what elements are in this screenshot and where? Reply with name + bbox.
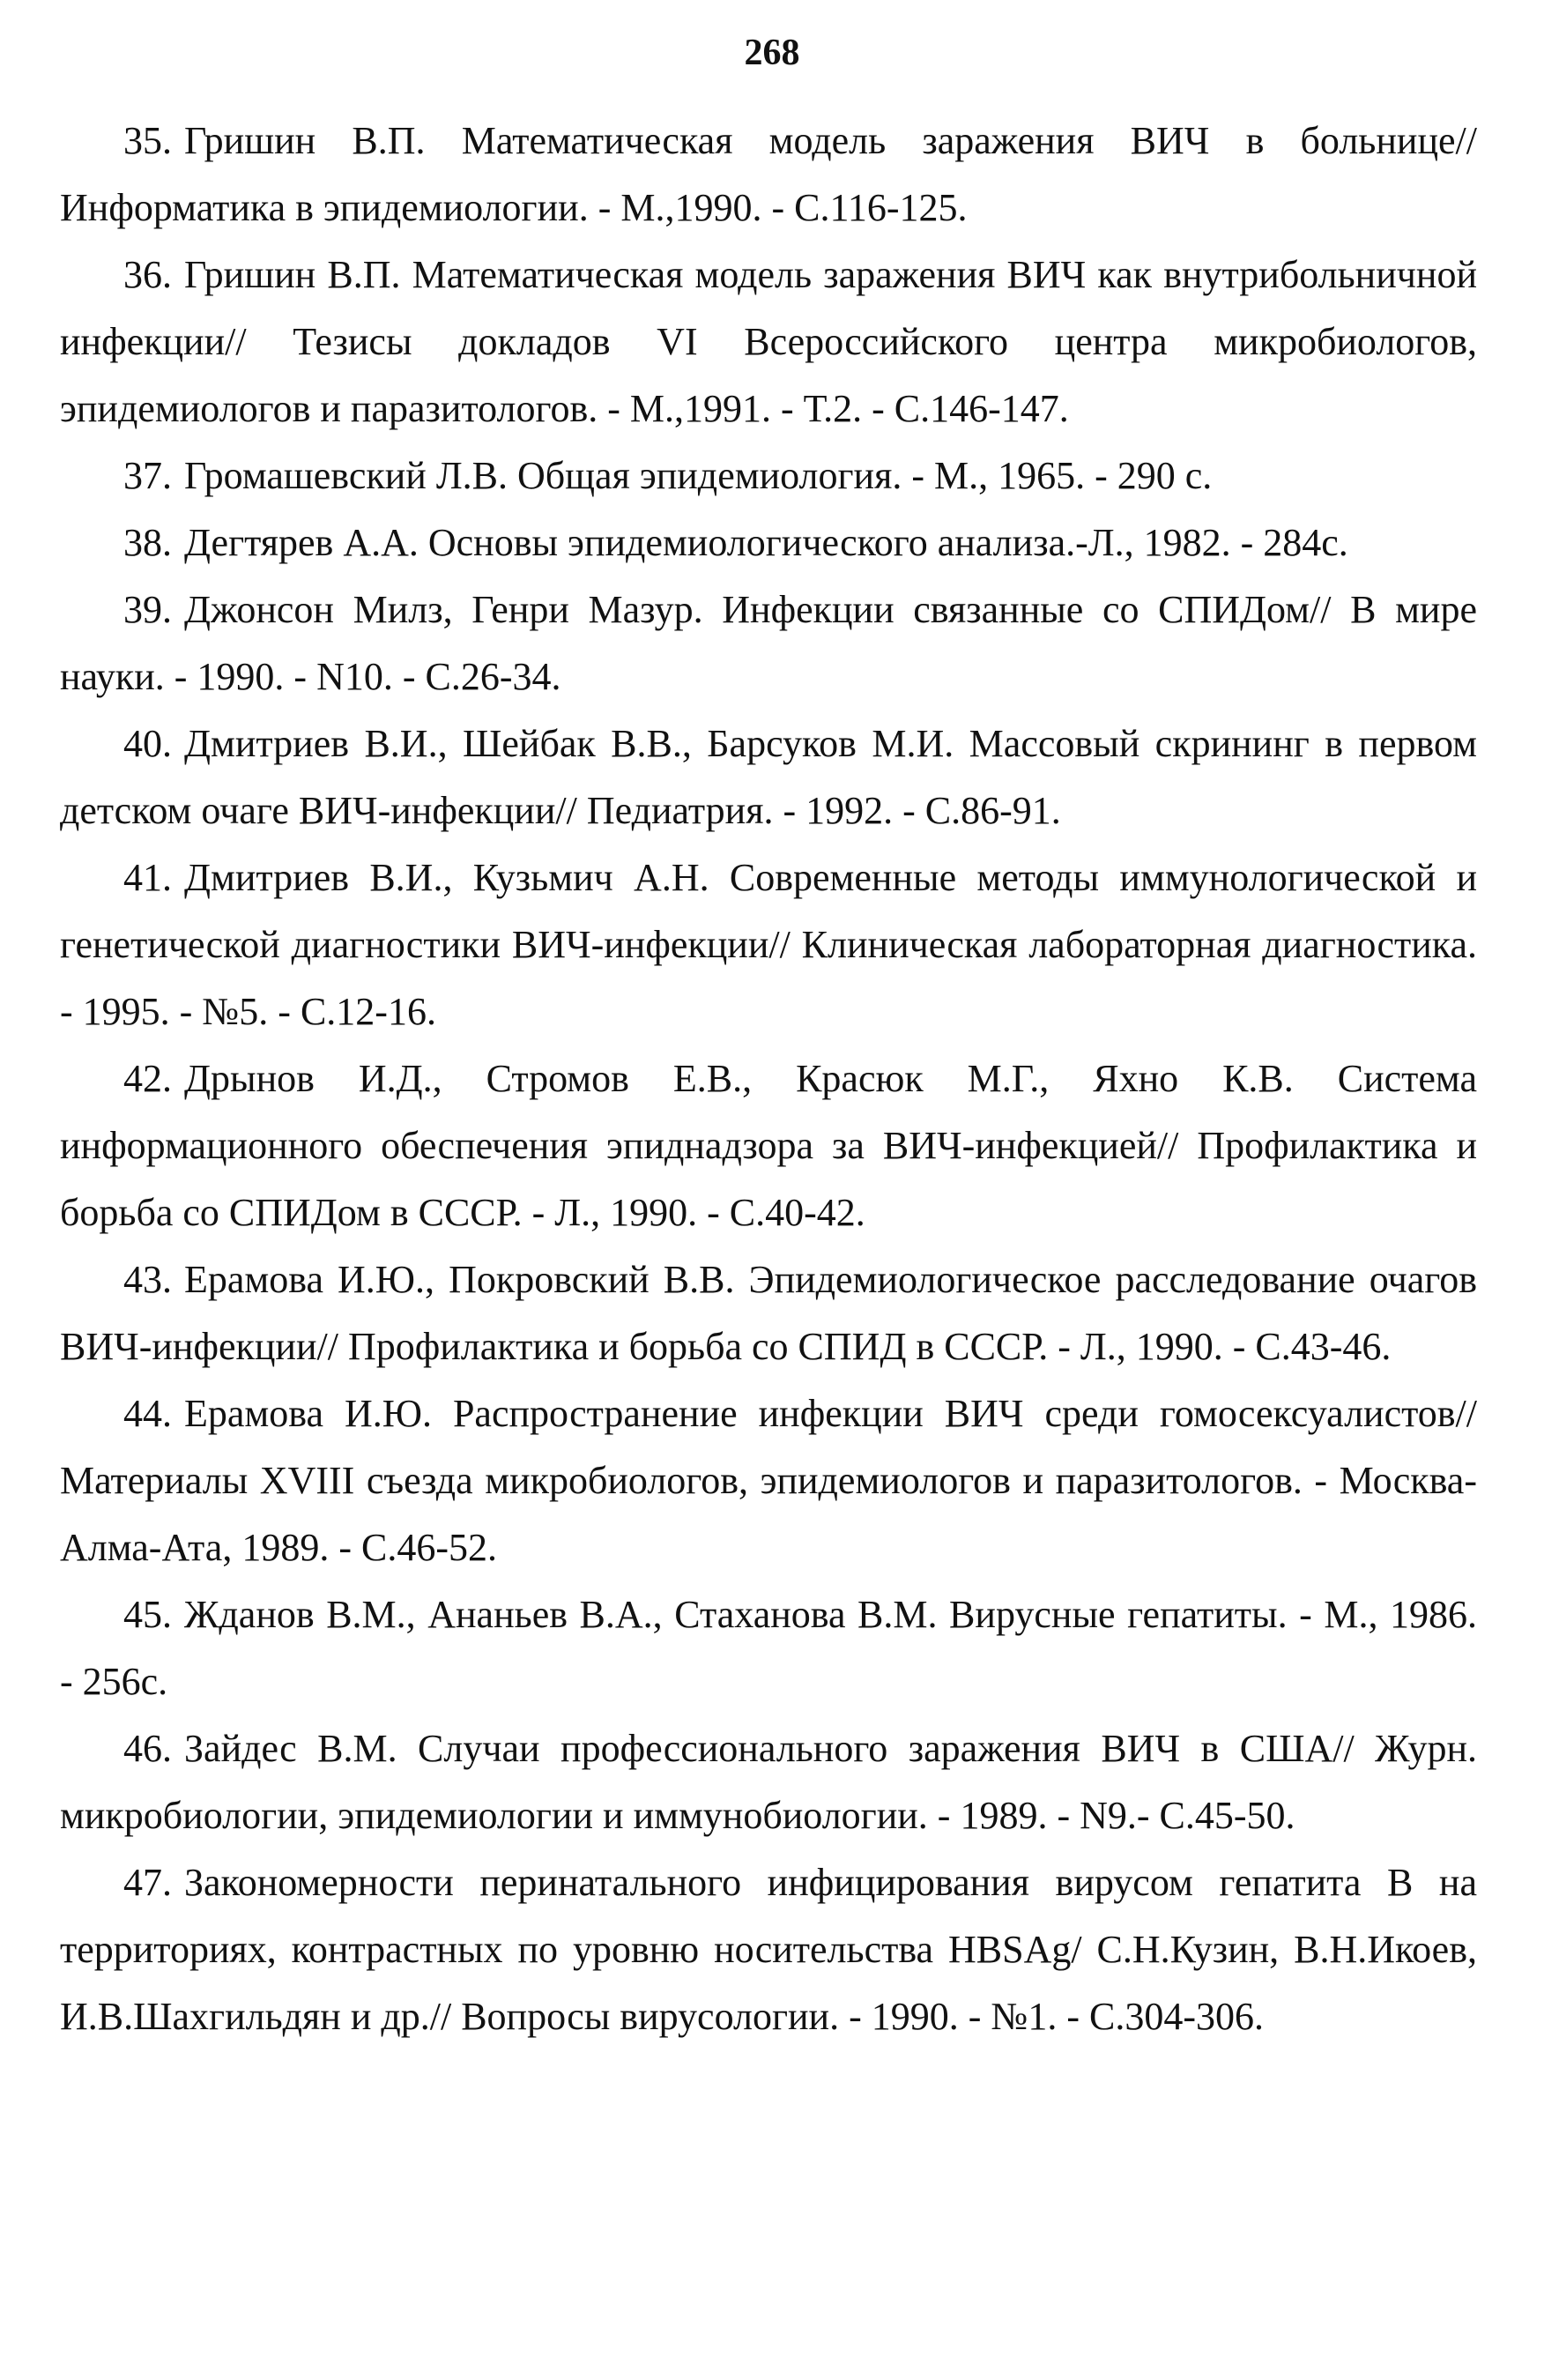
reference-number: 41. <box>123 856 172 899</box>
reference-item <box>60 1045 1477 1246</box>
reference-item <box>60 576 1477 710</box>
reference-item <box>60 1581 1477 1715</box>
reference-number: 47. <box>123 1861 172 1904</box>
reference-item <box>60 710 1477 844</box>
reference-item <box>60 1246 1477 1380</box>
reference-number: 35. <box>123 119 172 162</box>
reference-number: 37. <box>123 454 172 497</box>
reference-item <box>60 844 1477 1045</box>
reference-text: Дмитриев В.И., Кузьмич А.Н. Современные методы иммунологической и генетической диагностики ВИЧ-инфекции// Клиническая лабораторная диагностика. - 1995. - №5. - С.12-16. <box>60 856 1477 1033</box>
reference-number: 39. <box>123 588 172 631</box>
reference-text: Джонсон Милз, Генри Мазур. Инфекции связанные со СПИДом// В мире науки. - 1990. - N10. - С.26-34. <box>60 588 1477 698</box>
reference-text: Зайдес В.М. Случаи профессионального заражения ВИЧ в США// Журн. микробиологии, эпидемиологии и иммунобиологии. - 1989. - N9.- С.45-50. <box>60 1727 1477 1837</box>
reference-item <box>60 1849 1477 2050</box>
reference-text: Дмитриев В.И., Шейбак В.В., Барсуков М.И. Массовый скрининг в первом детском очаге ВИЧ-инфекции// Педиатрия. - 1992. - С.86-91. <box>60 722 1477 832</box>
reference-number: 43. <box>123 1258 172 1301</box>
reference-text: Жданов В.М., Ананьев В.А., Стаханова В.М. Вирусные гепатиты. - М., 1986. - 256с. <box>60 1593 1477 1703</box>
reference-number: 45. <box>123 1593 172 1636</box>
reference-number: 42. <box>123 1057 172 1100</box>
reference-text: Ерамова И.Ю., Покровский В.В. Эпидемиологическое расследование очагов ВИЧ-инфекции// Профилактика и борьба со СПИД в СССР. - Л., 1990. - С.43-46. <box>60 1258 1477 1368</box>
reference-text: Гришин В.П. Математическая модель заражения ВИЧ как внутрибольничной инфекции// Тезисы докладов VI Всероссийского центра микробиологов, эпидемиологов и паразитологов. - М.,1991. - Т.2. - С.146-147. <box>60 253 1477 430</box>
reference-text: Дегтярев А.А. Основы эпидемиологического анализа.-Л., 1982. - 284с. <box>184 521 1348 564</box>
reference-number: 40. <box>123 722 172 765</box>
reference-item <box>60 1380 1477 1581</box>
reference-number: 46. <box>123 1727 172 1770</box>
reference-number: 38. <box>123 521 172 564</box>
reference-number: 44. <box>123 1392 172 1435</box>
reference-text: Громашевский Л.В. Общая эпидемиология. - М., 1965. - 290 с. <box>184 454 1213 497</box>
reference-list <box>60 108 1477 2050</box>
reference-item <box>60 509 1477 576</box>
reference-text: Дрынов И.Д., Стромов Е.В., Красюк М.Г., Яхно К.В. Система информационного обеспечения эпиднадзора за ВИЧ-инфекцией// Профилактика и борьба со СПИДом в СССР. - Л., 1990. - С.40-42. <box>60 1057 1477 1234</box>
reference-item <box>60 242 1477 443</box>
reference-item <box>60 443 1477 509</box>
reference-text: Гришин В.П. Математическая модель заражения ВИЧ в больнице// Информатика в эпидемиологии. - М.,1990. - С.116-125. <box>60 119 1477 229</box>
reference-text: Закономерности перинатального инфицирования вирусом гепатита В на территориях, контрастных по уровню носительства HBSAg/ С.Н.Кузин, В.Н.Икоев, И.В.Шахгильдян и др.// Вопросы вирусологии. - 1990. - №1. - С.304-306. <box>60 1861 1477 2038</box>
reference-text: Ерамова И.Ю. Распространение инфекции ВИЧ среди гомосексуалистов// Материалы XVIII съезда микробиологов, эпидемиологов и паразитологов. - Москва-Алма-Ата, 1989. - С.46-52. <box>60 1392 1477 1569</box>
reference-item <box>60 1715 1477 1849</box>
reference-item <box>60 108 1477 242</box>
reference-number: 36. <box>123 253 172 296</box>
page-number: 268 <box>744 33 800 73</box>
